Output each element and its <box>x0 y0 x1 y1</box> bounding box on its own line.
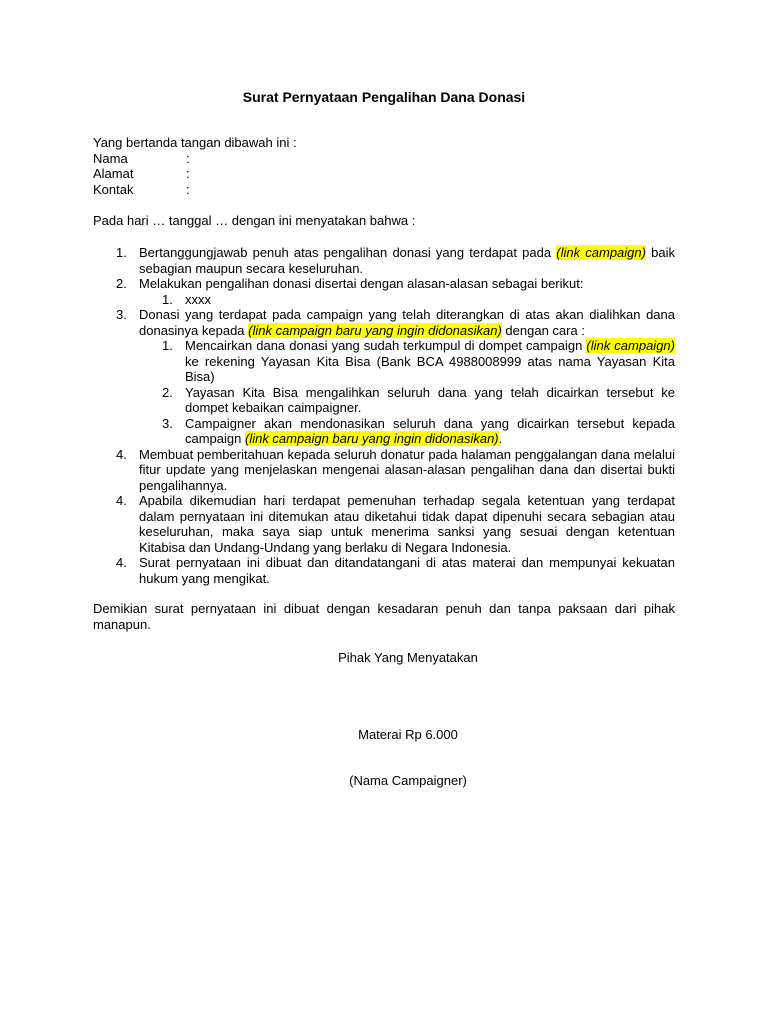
field-row-kontak <box>93 182 675 198</box>
item-text: Membuat pemberitahuan kepada seluruh donatur pada halaman penggalangan dana melalui fitur update yang menjelaskan mengenai alasan-alasan pengalihan dana dan disertai bukti pengalihannya. <box>139 446 675 493</box>
campaigner-name-placeholder: (Nama Campaigner) <box>349 773 467 788</box>
field-colon: : <box>186 181 190 197</box>
highlighted-link-placeholder: (link campaign) <box>556 245 646 260</box>
item-text: Melakukan pengalihan donasi disertai dengan alasan-alasan sebagai berikut: <box>139 276 584 291</box>
field-label: Kontak <box>93 181 134 197</box>
item-number: 1. <box>116 245 127 260</box>
sub-item-text: xxxx <box>185 291 211 307</box>
sub-item-text: ke rekening Yayasan Kita Bisa (Bank BCA 4988008999 atas nama Yayasan Kita Bisa) <box>185 353 675 384</box>
item-text: Surat pernyataan ini dibuat dan ditandatangani di atas materai dan mempunyai kekuatan hukum yang mengikat. <box>139 555 675 586</box>
sub-list-item <box>93 338 675 385</box>
item-text: Apabila dikemudian hari terdapat pemenuhan terhadap segala ketentuan yang terdapat dalam pernyataan ini ditemukan atau diketahui tidak dapat dipenuhi secara sebagian atau keseluruhan, maka saya siap untuk menerima sanksi yang sesuai dengan ketentuan Kitabisa dan Undang-Undang yang berlaku di Negara Indonesia. <box>139 493 675 555</box>
statement-list <box>93 245 675 586</box>
field-colon: : <box>186 150 190 166</box>
sub-list-item <box>93 416 675 447</box>
opening-statement: Pada hari … tanggal … dengan ini menyatakan bahwa : <box>93 213 416 228</box>
closing-statement: Demikian surat pernyataan ini dibuat dengan kesadaran penuh dan tanpa paksaan dari pihak manapun. <box>93 601 675 632</box>
sub-list-item <box>93 385 675 416</box>
list-item <box>93 447 675 494</box>
item-number: 4. <box>116 446 127 462</box>
list-item <box>93 307 675 338</box>
field-label: Alamat <box>93 166 134 181</box>
item-number: 4. <box>116 555 127 570</box>
intro-line: Yang bertanda tangan dibawah ini : <box>93 135 297 150</box>
list-item <box>93 555 675 586</box>
sub-item-number: 2. <box>162 384 173 400</box>
field-row-alamat <box>93 166 675 182</box>
sub-item-number: 1. <box>162 338 173 353</box>
item-number: 3. <box>116 307 127 322</box>
highlighted-link-placeholder: (link campaign baru yang ingin didonasikan) <box>244 431 499 446</box>
field-label: Nama <box>93 150 128 166</box>
sub-item-text: Mencairkan dana donasi yang sudah terkumpul di dompet campaign <box>185 338 587 353</box>
document-title: Surat Pernyataan Pengalihan Dana Donasi <box>242 89 526 105</box>
signatory-block <box>93 135 675 197</box>
sub-item-text: Campaigner akan mendonasikan seluruh dana yang dicairkan tersebut kepada campaign <box>185 415 675 446</box>
item-text: baik sebagian maupun secara keseluruhan. <box>139 245 675 276</box>
highlighted-link-placeholder: (link campaign baru yang ingin didonasikan) <box>248 322 502 338</box>
sub-item-text: . <box>498 431 503 446</box>
list-item <box>93 276 675 292</box>
sub-list-item <box>93 292 675 308</box>
item-text: Bertanggungjawab penuh atas pengalihan donasi yang terdapat pada <box>139 245 557 260</box>
item-number: 2. <box>116 276 127 291</box>
highlighted-link-placeholder: (link campaign) <box>586 338 675 353</box>
field-row-nama <box>93 151 675 167</box>
sub-item-number: 1. <box>162 291 173 307</box>
field-colon: : <box>186 166 190 181</box>
item-number: 4. <box>116 493 127 508</box>
item-text: dengan cara : <box>501 322 585 338</box>
sub-item-number: 3. <box>162 415 173 431</box>
signer-label: Pihak Yang Menyatakan <box>338 650 478 665</box>
stamp-duty-label: Materai Rp 6.000 <box>358 727 458 742</box>
sub-item-text: Yayasan Kita Bisa mengalihkan seluruh dana yang telah dicairkan tersebut ke dompet kebaikan caimpaigner. <box>185 384 675 415</box>
list-item <box>93 245 675 276</box>
list-item <box>93 493 675 555</box>
item-text: Donasi yang terdapat pada campaign yang telah diterangkan di atas akan dialihkan dana donasinya kepada <box>139 307 675 338</box>
